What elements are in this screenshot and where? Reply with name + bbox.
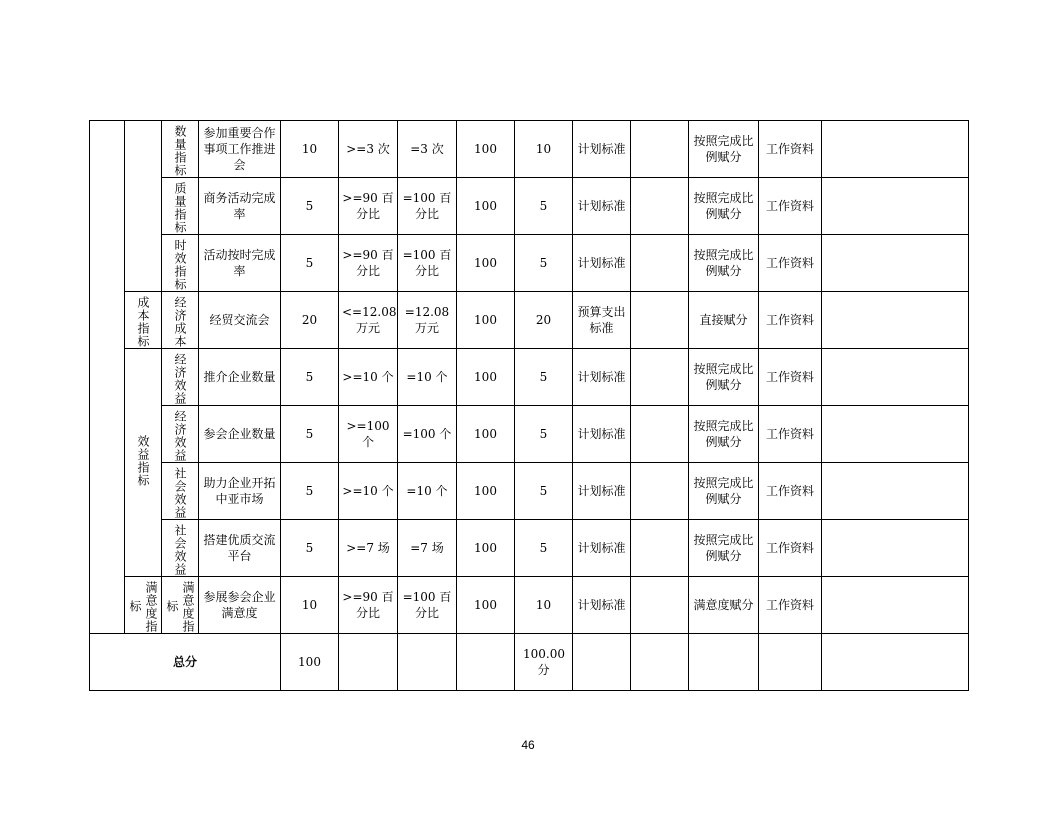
source-cell: 工作资料 bbox=[759, 406, 822, 463]
indicator-name: 参会企业数量 bbox=[199, 406, 281, 463]
rate-cell: 100 bbox=[457, 520, 515, 577]
reason-cell bbox=[631, 406, 689, 463]
category-level3-cell: 质量指标 bbox=[162, 178, 199, 235]
category-level1-cell bbox=[90, 121, 125, 634]
category-level2-cell bbox=[125, 121, 162, 292]
rate-cell: 100 bbox=[457, 235, 515, 292]
source-cell: 工作资料 bbox=[759, 121, 822, 178]
reason-cell bbox=[631, 520, 689, 577]
indicator-name: 参展参会企业满意度 bbox=[199, 577, 281, 634]
source-cell: 工作资料 bbox=[759, 577, 822, 634]
page-number: 46 bbox=[521, 738, 535, 752]
method-cell: 按照完成比例赋分 bbox=[689, 121, 759, 178]
basis-cell: 计划标准 bbox=[573, 406, 631, 463]
note-cell bbox=[822, 520, 969, 577]
reason-cell bbox=[631, 121, 689, 178]
score-cell: 10 bbox=[515, 577, 573, 634]
total-row bbox=[90, 634, 969, 691]
table-row bbox=[90, 520, 969, 577]
basis-cell: 计划标准 bbox=[573, 121, 631, 178]
empty-cell bbox=[339, 634, 398, 691]
score-cell: 5 bbox=[515, 178, 573, 235]
basis-cell: 预算支出标准 bbox=[573, 292, 631, 349]
empty-cell bbox=[573, 634, 631, 691]
reason-cell bbox=[631, 235, 689, 292]
indicator-name: 经贸交流会 bbox=[199, 292, 281, 349]
total-weight: 100 bbox=[281, 634, 339, 691]
indicator-name: 推介企业数量 bbox=[199, 349, 281, 406]
method-cell: 按照完成比例赋分 bbox=[689, 463, 759, 520]
weight-cell: 20 bbox=[281, 292, 339, 349]
score-cell: 5 bbox=[515, 463, 573, 520]
source-cell: 工作资料 bbox=[759, 463, 822, 520]
basis-cell: 计划标准 bbox=[573, 520, 631, 577]
empty-cell bbox=[631, 634, 689, 691]
note-cell bbox=[822, 406, 969, 463]
method-cell: 按照完成比例赋分 bbox=[689, 235, 759, 292]
weight-cell: 10 bbox=[281, 121, 339, 178]
category-level2-cell: 满意度指标 bbox=[125, 577, 162, 634]
score-cell: 10 bbox=[515, 121, 573, 178]
reason-cell bbox=[631, 577, 689, 634]
target-cell: >=100 个 bbox=[339, 406, 398, 463]
weight-cell: 5 bbox=[281, 463, 339, 520]
source-cell: 工作资料 bbox=[759, 292, 822, 349]
empty-cell bbox=[759, 634, 822, 691]
target-cell: >=3 次 bbox=[339, 121, 398, 178]
target-cell: >=90 百分比 bbox=[339, 178, 398, 235]
table-row bbox=[90, 349, 969, 406]
target-cell: <=12.08 万元 bbox=[339, 292, 398, 349]
actual-cell: =100 个 bbox=[398, 406, 457, 463]
method-cell: 按照完成比例赋分 bbox=[689, 406, 759, 463]
note-cell bbox=[822, 577, 969, 634]
source-cell: 工作资料 bbox=[759, 235, 822, 292]
weight-cell: 5 bbox=[281, 406, 339, 463]
actual-cell: =3 次 bbox=[398, 121, 457, 178]
rate-cell: 100 bbox=[457, 577, 515, 634]
target-cell: >=90 百分比 bbox=[339, 577, 398, 634]
category-level3-cell: 社会效益 bbox=[162, 520, 199, 577]
source-cell: 工作资料 bbox=[759, 178, 822, 235]
target-cell: >=10 个 bbox=[339, 463, 398, 520]
indicator-name: 搭建优质交流平台 bbox=[199, 520, 281, 577]
note-cell bbox=[822, 463, 969, 520]
weight-cell: 5 bbox=[281, 520, 339, 577]
score-cell: 5 bbox=[515, 520, 573, 577]
reason-cell bbox=[631, 349, 689, 406]
table-row bbox=[90, 577, 969, 634]
method-cell: 满意度赋分 bbox=[689, 577, 759, 634]
target-cell: >=10 个 bbox=[339, 349, 398, 406]
category-level3-cell: 经济成本 bbox=[162, 292, 199, 349]
table-row bbox=[90, 463, 969, 520]
category-level3-cell: 时效指标 bbox=[162, 235, 199, 292]
indicator-name: 助力企业开拓中亚市场 bbox=[199, 463, 281, 520]
empty-cell bbox=[822, 634, 969, 691]
method-cell: 直接赋分 bbox=[689, 292, 759, 349]
method-cell: 按照完成比例赋分 bbox=[689, 349, 759, 406]
note-cell bbox=[822, 178, 969, 235]
category-level2-cell: 成本指标 bbox=[125, 292, 162, 349]
score-cell: 5 bbox=[515, 235, 573, 292]
target-cell: >=7 场 bbox=[339, 520, 398, 577]
basis-cell: 计划标准 bbox=[573, 349, 631, 406]
note-cell bbox=[822, 292, 969, 349]
rate-cell: 100 bbox=[457, 178, 515, 235]
actual-cell: =10 个 bbox=[398, 463, 457, 520]
category-level2-cell: 效益指标 bbox=[125, 349, 162, 577]
reason-cell bbox=[631, 292, 689, 349]
basis-cell: 计划标准 bbox=[573, 577, 631, 634]
method-cell: 按照完成比例赋分 bbox=[689, 520, 759, 577]
category-level3-cell: 社会效益 bbox=[162, 463, 199, 520]
indicator-name: 商务活动完成率 bbox=[199, 178, 281, 235]
empty-cell bbox=[689, 634, 759, 691]
basis-cell: 计划标准 bbox=[573, 178, 631, 235]
basis-cell: 计划标准 bbox=[573, 235, 631, 292]
actual-cell: =12.08 万元 bbox=[398, 292, 457, 349]
category-level3-cell: 满意度指标 bbox=[162, 577, 199, 634]
score-cell: 5 bbox=[515, 406, 573, 463]
rate-cell: 100 bbox=[457, 121, 515, 178]
reason-cell bbox=[631, 463, 689, 520]
rate-cell: 100 bbox=[457, 292, 515, 349]
table-row bbox=[90, 178, 969, 235]
reason-cell bbox=[631, 178, 689, 235]
weight-cell: 5 bbox=[281, 349, 339, 406]
category-level3-cell: 经济效益 bbox=[162, 349, 199, 406]
actual-cell: =100 百分比 bbox=[398, 235, 457, 292]
source-cell: 工作资料 bbox=[759, 349, 822, 406]
table-row bbox=[90, 292, 969, 349]
source-cell: 工作资料 bbox=[759, 520, 822, 577]
target-cell: >=90 百分比 bbox=[339, 235, 398, 292]
total-score: 100.00 分 bbox=[515, 634, 573, 691]
total-label: 总分 bbox=[90, 634, 281, 691]
empty-cell bbox=[457, 634, 515, 691]
indicator-name: 参加重要合作事项工作推进会 bbox=[199, 121, 281, 178]
rate-cell: 100 bbox=[457, 406, 515, 463]
note-cell bbox=[822, 235, 969, 292]
table-row bbox=[90, 406, 969, 463]
weight-cell: 5 bbox=[281, 235, 339, 292]
note-cell bbox=[822, 121, 969, 178]
weight-cell: 5 bbox=[281, 178, 339, 235]
actual-cell: =100 百分比 bbox=[398, 178, 457, 235]
table-row bbox=[90, 121, 969, 178]
actual-cell: =100 百分比 bbox=[398, 577, 457, 634]
empty-cell bbox=[398, 634, 457, 691]
indicator-name: 活动按时完成率 bbox=[199, 235, 281, 292]
actual-cell: =10 个 bbox=[398, 349, 457, 406]
method-cell: 按照完成比例赋分 bbox=[689, 178, 759, 235]
score-cell: 5 bbox=[515, 349, 573, 406]
rate-cell: 100 bbox=[457, 463, 515, 520]
actual-cell: =7 场 bbox=[398, 520, 457, 577]
category-level3-cell: 经济效益 bbox=[162, 406, 199, 463]
performance-table bbox=[89, 120, 969, 691]
table-row bbox=[90, 235, 969, 292]
rate-cell: 100 bbox=[457, 349, 515, 406]
score-cell: 20 bbox=[515, 292, 573, 349]
weight-cell: 10 bbox=[281, 577, 339, 634]
category-level3-cell: 数量指标 bbox=[162, 121, 199, 178]
note-cell bbox=[822, 349, 969, 406]
basis-cell: 计划标准 bbox=[573, 463, 631, 520]
